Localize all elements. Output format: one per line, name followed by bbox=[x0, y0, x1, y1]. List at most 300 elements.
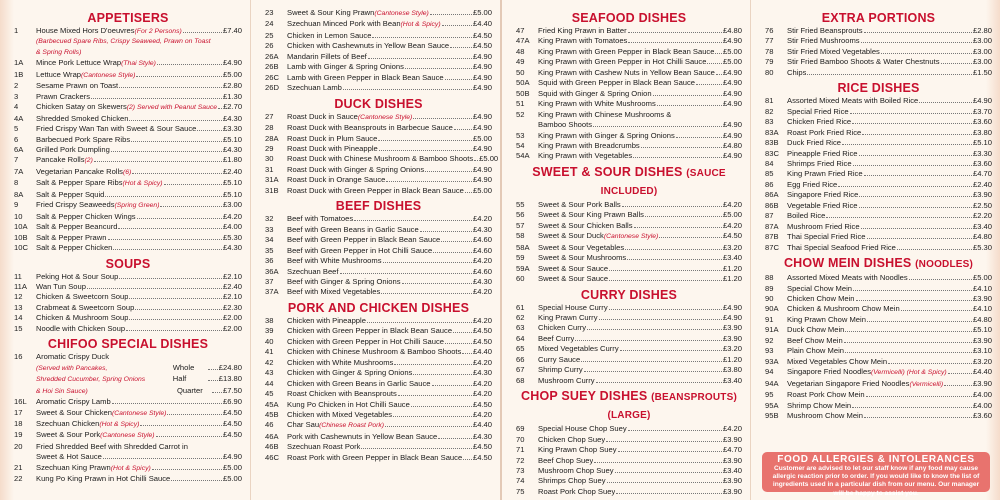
leader-dots bbox=[442, 25, 472, 26]
item-name: Szechuan King Prawn bbox=[36, 462, 111, 472]
leader-dots bbox=[852, 123, 972, 124]
menu-section bbox=[265, 96, 499, 197]
item-name: Mince Pork Lettuce Wrap bbox=[36, 58, 122, 68]
item-name: Squid with Green Pepper in Black Bean Sauce bbox=[538, 78, 696, 88]
item-price: £5.00 bbox=[472, 185, 492, 195]
item-number: 77 bbox=[765, 36, 774, 46]
item-number: 41 bbox=[265, 347, 274, 357]
leader-dots bbox=[132, 173, 222, 174]
item-name: Beef with White Mushrooms bbox=[287, 256, 382, 266]
item-number: 58 bbox=[516, 231, 525, 241]
item-price: £2.50 bbox=[972, 200, 992, 210]
item-name: King Prawn with Ginger & Spring Onions bbox=[538, 130, 675, 140]
item-price: £4.20 bbox=[222, 211, 242, 221]
item-extra: (6) bbox=[122, 168, 132, 176]
leader-dots bbox=[628, 430, 722, 431]
leader-dots bbox=[465, 192, 472, 193]
item-number: 87 bbox=[765, 211, 774, 221]
item-number: 50B bbox=[516, 88, 530, 98]
item-number: 28A bbox=[265, 133, 279, 143]
menu-item bbox=[265, 73, 492, 83]
item-name: Roast Duck with Chinese Mushroom & Bamboo Shoots bbox=[287, 154, 474, 164]
leader-dots bbox=[850, 113, 972, 114]
leader-dots bbox=[445, 79, 472, 80]
item-name: Noodle with Chicken Soup bbox=[36, 323, 126, 333]
item-name: Roast Duck in Orange Sauce bbox=[287, 175, 386, 185]
item-extra: (Hot & Spicy) bbox=[122, 180, 163, 188]
leader-dots bbox=[108, 239, 222, 240]
menu-item bbox=[516, 120, 742, 130]
item-number: 5 bbox=[14, 124, 19, 134]
menu-section bbox=[765, 80, 992, 253]
item-number: 87A bbox=[765, 221, 779, 231]
leader-dots bbox=[381, 293, 472, 294]
item-number: 46B bbox=[265, 442, 279, 452]
menu-item bbox=[14, 452, 242, 462]
item-name: Chicken Chop Suey bbox=[538, 434, 606, 444]
item-name: Chicken with Ginger & Spring Onions bbox=[287, 368, 413, 378]
leader-dots bbox=[633, 157, 722, 158]
item-name: Kung Po King Prawn in Hot Chilli Sauce bbox=[36, 474, 171, 484]
item-number: 26 bbox=[265, 41, 274, 51]
item-number: 1B bbox=[14, 69, 24, 79]
item-number: 91 bbox=[765, 314, 774, 324]
leader-dots bbox=[393, 416, 472, 417]
item-price: £3.90 bbox=[722, 455, 742, 465]
item-price: £4.30 bbox=[472, 431, 492, 441]
item-price: £3.40 bbox=[722, 253, 742, 263]
item-number: 11A bbox=[14, 281, 27, 291]
item-number: 86 bbox=[765, 179, 774, 189]
item-name: Aromatic Crispy Lamb bbox=[36, 397, 111, 407]
item-number: 23 bbox=[265, 8, 274, 17]
item-price: £4.50 bbox=[472, 399, 492, 409]
item-number: 71 bbox=[516, 445, 525, 455]
item-price: £4.50 bbox=[472, 30, 492, 40]
item-price: £5.00 bbox=[972, 273, 992, 283]
item-name: Szechuan Beef bbox=[287, 266, 339, 276]
item-name: Roast Duck with Pineapple bbox=[287, 143, 378, 153]
item-name: Chicken with Cashewnuts in Yellow Bean Sauce bbox=[287, 41, 450, 51]
item-name: Mixed Vegetables Curry bbox=[538, 344, 619, 354]
menu-item bbox=[14, 442, 242, 452]
item-price: £4.90 bbox=[722, 36, 742, 46]
menu-item bbox=[265, 453, 492, 463]
menu-section bbox=[265, 198, 492, 298]
menu-item bbox=[265, 410, 492, 420]
item-number: 29 bbox=[265, 143, 274, 153]
leader-dots bbox=[137, 218, 222, 219]
leader-dots bbox=[866, 396, 972, 397]
item-number: 20 bbox=[14, 441, 23, 451]
item-name: Sweet & Sour King Prawn Balls bbox=[538, 210, 644, 220]
item-number: 68 bbox=[516, 375, 525, 385]
item-number: 94A bbox=[765, 378, 779, 388]
leader-dots bbox=[197, 130, 222, 131]
menu-item bbox=[516, 131, 742, 141]
item-price: £2.40 bbox=[222, 166, 242, 176]
item-number: 44 bbox=[265, 378, 274, 388]
menu-item bbox=[14, 178, 242, 189]
section-title bbox=[765, 80, 992, 96]
item-number: 7 bbox=[14, 155, 19, 165]
menu-item bbox=[265, 52, 492, 62]
section-title-text: APPETISERS bbox=[87, 11, 169, 25]
menu-section bbox=[265, 8, 492, 94]
menu-item bbox=[516, 231, 742, 242]
menu-item bbox=[516, 435, 742, 445]
leader-dots bbox=[113, 249, 222, 250]
menu-item bbox=[265, 123, 492, 133]
leader-dots bbox=[653, 95, 722, 96]
item-number: 58A bbox=[516, 242, 530, 252]
item-number: 76 bbox=[765, 26, 774, 35]
leader-dots bbox=[596, 382, 722, 383]
leader-dots bbox=[462, 353, 472, 354]
item-price: £3.90 bbox=[972, 335, 992, 345]
item-price: £4.90 bbox=[472, 123, 492, 133]
menu-item bbox=[516, 110, 742, 120]
item-number: 95A bbox=[765, 400, 779, 410]
item-name: Salt & Pepper Prawn bbox=[36, 232, 107, 242]
section-title bbox=[14, 10, 242, 26]
menu-item bbox=[14, 352, 242, 362]
menu-item bbox=[765, 190, 992, 200]
item-number: 49 bbox=[516, 57, 525, 67]
menu-item bbox=[265, 62, 492, 72]
item-price: £4.40 bbox=[472, 420, 492, 430]
leader-dots bbox=[826, 217, 972, 218]
item-number: 26C bbox=[265, 72, 279, 82]
leader-dots bbox=[372, 37, 472, 38]
leader-dots bbox=[615, 472, 722, 473]
item-number: 52 bbox=[516, 109, 525, 119]
item-name: Salt & Pepper Chicken Wings bbox=[36, 211, 136, 221]
item-price: £4.90 bbox=[722, 302, 742, 312]
item-name: Chicken with Chinese Mushroom & Bamboo Shoots bbox=[287, 347, 462, 357]
item-number: 26D bbox=[265, 83, 279, 93]
leader-dots bbox=[119, 87, 222, 88]
menu-item bbox=[765, 138, 992, 148]
item-name: Prawn Crackers bbox=[36, 91, 91, 101]
item-name: Beef with Ginger & Spring Onions bbox=[287, 276, 401, 286]
menu-section bbox=[516, 287, 742, 387]
item-price: £4.60 bbox=[472, 235, 492, 245]
item-number: 67 bbox=[516, 365, 525, 375]
section-title-text: DUCK DISHES bbox=[334, 96, 423, 111]
item-number: 60 bbox=[516, 274, 525, 284]
menu-item bbox=[765, 411, 992, 421]
menu-item bbox=[265, 112, 492, 123]
item-name: Stir Fried Mushrooms bbox=[787, 36, 860, 46]
menu-item bbox=[265, 379, 492, 389]
item-number: 33 bbox=[265, 224, 274, 234]
item-number: 11 bbox=[14, 271, 22, 281]
menu-item bbox=[516, 376, 742, 386]
leader-dots bbox=[111, 151, 222, 152]
item-price: £3.60 bbox=[972, 158, 992, 168]
leader-dots bbox=[861, 228, 972, 229]
item-number: 78 bbox=[765, 46, 774, 56]
item-name: King Prawn with Breadcrumbs bbox=[538, 140, 640, 150]
menu-item bbox=[265, 256, 492, 266]
item-price: £1.20 bbox=[722, 274, 742, 284]
menu-item bbox=[765, 367, 992, 378]
menu-item bbox=[14, 114, 242, 124]
item-price: £3.80 bbox=[722, 365, 742, 375]
item-price: £4.90 bbox=[722, 88, 742, 98]
item-price: £4.30 bbox=[472, 368, 492, 378]
item-price: £4.30 bbox=[222, 113, 242, 123]
leader-dots bbox=[87, 288, 222, 289]
leader-dots bbox=[129, 120, 222, 121]
menu-item bbox=[765, 357, 992, 367]
item-name: Duck Chow Mein bbox=[787, 325, 845, 335]
item-number: 19 bbox=[14, 430, 23, 440]
item-name: Roast Pork Chow Mein bbox=[787, 390, 865, 400]
item-name: Sesame Prawn on Toast bbox=[36, 81, 119, 91]
item-price: £2.80 bbox=[972, 26, 992, 35]
item-number: 10A bbox=[14, 222, 28, 232]
menu-item bbox=[765, 222, 992, 232]
item-number: 6A bbox=[14, 144, 24, 154]
menu-item bbox=[14, 167, 242, 178]
item-price: £3.40 bbox=[722, 375, 742, 385]
menu-item bbox=[265, 19, 492, 30]
allergy-text: Customer are advised to let our staff know if any food may cause allergic reaction prior to order. If you would like to know the list of ingredients used in a particular dish from our menu. Our manager will be happy to assist you. bbox=[772, 465, 980, 497]
leader-dots bbox=[164, 184, 222, 185]
item-price: £4.40 bbox=[472, 19, 492, 29]
item-number: 8A bbox=[14, 189, 24, 199]
leader-dots bbox=[394, 364, 472, 365]
menu-item bbox=[765, 273, 992, 283]
item-name: Sweet & Sour Mushrooms bbox=[538, 253, 627, 263]
leader-dots bbox=[807, 74, 972, 75]
item-number: 28 bbox=[265, 123, 274, 133]
menu-item bbox=[765, 401, 992, 411]
menu-item bbox=[265, 287, 492, 297]
leader-dots bbox=[645, 216, 722, 217]
item-name: Mixed Vegetables Chow Mein bbox=[787, 356, 888, 366]
menu-item bbox=[765, 294, 992, 304]
item-name: Sweet & Sour Sauce bbox=[538, 274, 609, 284]
item-number: 89 bbox=[765, 283, 774, 293]
menu-item bbox=[14, 463, 242, 474]
item-name: Chicken Curry bbox=[538, 323, 587, 333]
menu-item bbox=[14, 222, 242, 232]
menu-item bbox=[765, 57, 992, 67]
item-price: £5.10 bbox=[222, 134, 242, 144]
leader-dots bbox=[103, 458, 222, 459]
item-price: £4.50 bbox=[222, 407, 242, 417]
leader-dots bbox=[861, 42, 972, 43]
menu-item bbox=[14, 200, 242, 211]
leader-dots bbox=[862, 134, 972, 135]
item-number: 4A bbox=[14, 113, 24, 123]
section-title-text: PORK AND CHICKEN DISHES bbox=[287, 300, 470, 315]
item-extra: (Hot & Spicy) bbox=[99, 420, 140, 428]
item-price: £3.90 bbox=[722, 333, 742, 343]
menu-item bbox=[516, 355, 742, 365]
leader-dots bbox=[367, 322, 472, 323]
item-price: £4.80 bbox=[722, 140, 742, 150]
item-price: £4.90 bbox=[722, 151, 742, 161]
item-name: Chicken with Green Pepper in Hot Chilli Sauce bbox=[287, 336, 445, 346]
item-number: 46C bbox=[265, 452, 279, 462]
item-number: 57 bbox=[516, 220, 525, 230]
leader-dots bbox=[140, 425, 222, 426]
item-name: Chicken with Pineapple bbox=[287, 315, 366, 325]
leader-dots bbox=[859, 207, 972, 208]
menu-item bbox=[516, 253, 742, 263]
item-name: Salt & Pepper Spare Ribs bbox=[36, 178, 123, 188]
item-name: Mushroom Chop Suey bbox=[538, 465, 614, 475]
item-price: £4.90 bbox=[722, 120, 742, 130]
item-price: £1.20 bbox=[722, 354, 742, 364]
item-price: £4.70 bbox=[722, 445, 742, 455]
item-name: Szechuan Minced Pork with Bean bbox=[287, 19, 401, 29]
item-price: £3.00 bbox=[972, 46, 992, 56]
menu-item bbox=[765, 26, 992, 36]
item-note: Shredded Cucumber, Spring Onions Half £13.80 bbox=[36, 374, 242, 384]
item-extra: (Thai Style) bbox=[121, 60, 156, 68]
item-name: Special House Chop Suey bbox=[538, 424, 627, 434]
leader-dots bbox=[627, 259, 722, 260]
menu-item bbox=[265, 175, 492, 185]
item-number: 35 bbox=[265, 245, 274, 255]
leader-dots bbox=[413, 374, 472, 375]
leader-dots bbox=[136, 76, 222, 77]
item-name: Sweet & Sour King Prawn bbox=[287, 8, 375, 17]
item-price: £4.20 bbox=[472, 315, 492, 325]
leader-dots bbox=[94, 161, 222, 162]
item-name: Crabmeat & Sweetcorn Soup bbox=[36, 302, 135, 312]
menu-item bbox=[765, 315, 992, 325]
item-name: Squid with Ginger & Spring Onion bbox=[538, 88, 652, 98]
item-number: 22 bbox=[14, 474, 23, 484]
item-price: £5.00 bbox=[222, 462, 242, 472]
menu-item bbox=[14, 282, 242, 292]
item-note: & Spring Rolls) bbox=[36, 48, 82, 56]
item-price: £3.30 bbox=[222, 124, 242, 134]
item-name: Sweet & Sour Chicken Balls bbox=[538, 220, 633, 230]
leader-dots bbox=[368, 58, 472, 59]
item-price: £4.60 bbox=[472, 245, 492, 255]
leader-dots bbox=[599, 319, 722, 320]
section-title-text: RICE DISHES bbox=[837, 81, 920, 96]
item-number: 83C bbox=[765, 148, 779, 158]
item-name: Sweet & Sour Sauce bbox=[538, 263, 609, 273]
leader-dots bbox=[853, 290, 972, 291]
leader-dots bbox=[864, 175, 972, 176]
menu-item bbox=[14, 272, 242, 282]
section-title bbox=[265, 300, 492, 316]
item-price: £5.00 bbox=[722, 46, 742, 56]
item-name: Wan Tun Soup bbox=[36, 281, 86, 291]
leader-dots bbox=[584, 371, 722, 372]
item-number: 94 bbox=[765, 367, 774, 377]
item-number: 72 bbox=[516, 455, 525, 465]
item-price: £3.30 bbox=[972, 148, 992, 158]
menu-item bbox=[516, 99, 742, 109]
leader-dots bbox=[616, 493, 722, 494]
item-name: Chicken with Green Beans in Garlic Sauce bbox=[287, 378, 431, 388]
item-number: 73 bbox=[516, 465, 525, 475]
item-price: £4.70 bbox=[972, 169, 992, 179]
menu-item bbox=[14, 419, 242, 430]
leader-dots bbox=[218, 108, 222, 109]
item-name: Chicken & Sweetcorn Soup bbox=[36, 292, 129, 302]
menu-section bbox=[14, 10, 242, 254]
item-number: 43 bbox=[265, 368, 274, 378]
item-name: Pork with Cashewnuts in Yellow Bean Sauce bbox=[287, 431, 438, 441]
item-name: Roast Duck in Sauce bbox=[287, 111, 358, 121]
item-number: 34 bbox=[265, 235, 274, 245]
item-extra: (For 2 Persons) bbox=[134, 28, 182, 35]
item-price: £5.30 bbox=[222, 232, 242, 242]
section-title bbox=[14, 256, 242, 272]
item-name: Pancake Rolls bbox=[36, 155, 85, 165]
item-number: 40 bbox=[265, 336, 274, 346]
leader-dots bbox=[385, 426, 472, 427]
section-title bbox=[516, 287, 742, 303]
section-title bbox=[14, 336, 242, 352]
leader-dots bbox=[609, 280, 722, 281]
section-title bbox=[265, 96, 492, 112]
leader-dots bbox=[606, 441, 722, 442]
item-price: £2.30 bbox=[222, 302, 242, 312]
item-name: Kung Po Chicken in Hot Chilli Sauce bbox=[287, 399, 410, 409]
menu-item bbox=[265, 277, 492, 287]
item-name: Chicken with Green Pepper in Black Bean Sauce bbox=[287, 326, 453, 336]
menu-item bbox=[265, 442, 492, 452]
item-price: £4.90 bbox=[222, 58, 242, 68]
menu-item bbox=[14, 124, 242, 134]
item-name: Szechuan Lamb bbox=[287, 83, 342, 93]
leader-dots bbox=[864, 32, 972, 33]
item-price: £4.20 bbox=[472, 357, 492, 367]
menu-item bbox=[516, 313, 742, 323]
item-number: 61 bbox=[516, 302, 525, 312]
item-price: £4.20 bbox=[722, 424, 742, 434]
menu-item bbox=[265, 347, 492, 357]
menu-item bbox=[516, 274, 742, 284]
leader-dots bbox=[838, 186, 972, 187]
menu-section bbox=[516, 388, 742, 497]
item-name: Special Fried Rice bbox=[787, 106, 849, 116]
leader-dots bbox=[919, 102, 972, 103]
menu-item bbox=[765, 232, 992, 242]
item-price: £4.10 bbox=[972, 304, 992, 314]
item-name: King Prawn Fried Rice bbox=[787, 169, 863, 179]
item-number: 90A bbox=[765, 304, 779, 314]
leader-dots bbox=[622, 206, 722, 207]
item-number: 55 bbox=[516, 199, 525, 209]
menu-item bbox=[14, 474, 242, 484]
item-price: £4.50 bbox=[222, 418, 242, 428]
leader-dots bbox=[581, 361, 722, 362]
item-number: 90 bbox=[765, 293, 774, 303]
item-price: £5.10 bbox=[972, 138, 992, 148]
item-number: 46 bbox=[265, 420, 274, 430]
leader-dots bbox=[867, 238, 972, 239]
item-name: King Prawn Curry bbox=[538, 312, 598, 322]
item-price: £3.40 bbox=[972, 221, 992, 231]
leader-dots bbox=[413, 118, 472, 119]
menu-item bbox=[765, 284, 992, 294]
item-price: £4.50 bbox=[722, 231, 742, 241]
menu-item bbox=[765, 68, 992, 78]
